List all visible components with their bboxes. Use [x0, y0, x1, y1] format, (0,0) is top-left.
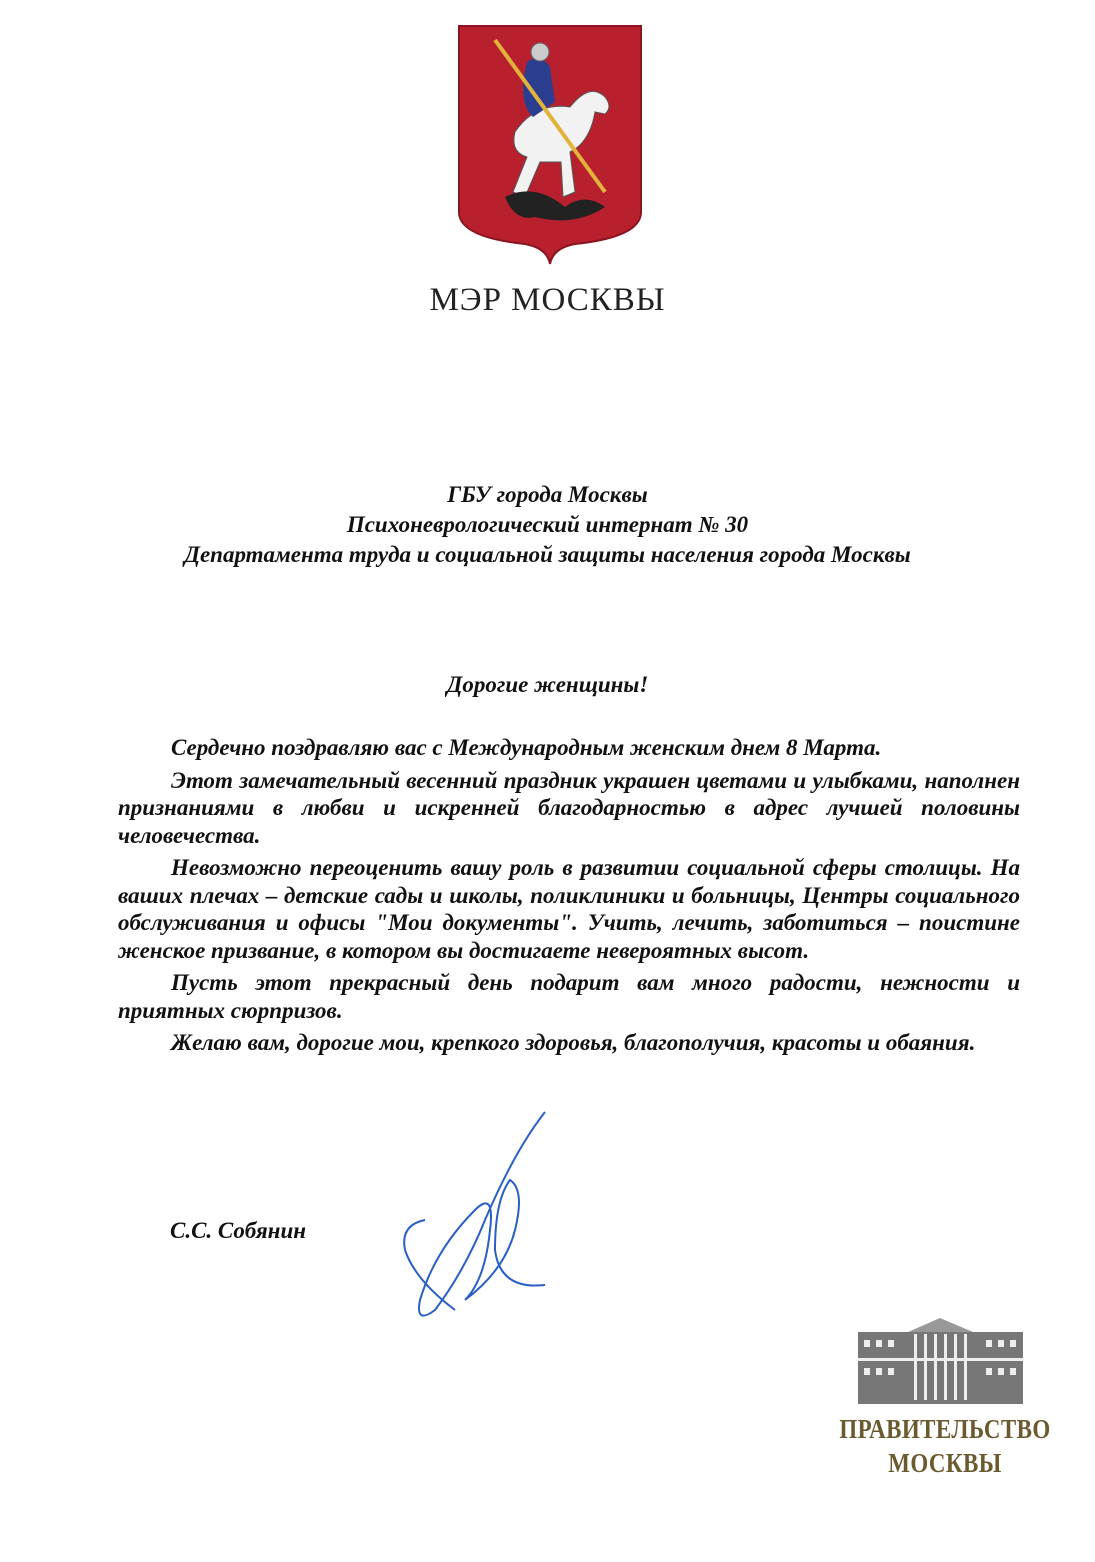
mayor-title: МЭР МОСКВЫ [429, 282, 666, 318]
paragraph: Невозможно переоценить вашу роль в развитии социальной сферы столицы. На ваших плечах – детские сады и школы, поликлиники и больницы, Центры социального обслуживания и офисы "Мои документы". Учить, лечить, заботиться – поистине женское призвание, в котором вы достигаете невероятных высот. [118, 855, 1020, 963]
paragraph: Сердечно поздравляю вас с Международным женским днем 8 Марта. [171, 735, 882, 760]
addressee-line: Департамента труда и социальной защиты населения города Москвы [184, 542, 911, 567]
addressee-line: Психоневрологический интернат № 30 [346, 512, 749, 537]
paragraph: Желаю вам, дорогие мои, крепкого здоровья, благополучия, красоты и обаяния. [171, 1030, 976, 1055]
footer-line: ПРАВИТЕЛЬСТВО [839, 1414, 1051, 1444]
letter-body [118, 734, 1020, 1062]
moscow-coat-of-arms-icon [455, 22, 645, 267]
signatory-name: С.С. Собянин [170, 1218, 307, 1243]
government-logo-text [822, 1412, 1069, 1480]
government-building-icon [858, 1318, 1023, 1404]
footer-line: МОСКВЫ [888, 1448, 1002, 1478]
paragraph: Пусть этот прекрасный день подарит вам много радости, нежности и приятных сюрпризов. [118, 970, 1020, 1023]
paragraph: Этот замечательный весенний праздник украшен цветами и улыбками, наполнен признаниями в любви и искренней благодарностью в адрес лучшей половины человечества. [118, 767, 1020, 848]
handwritten-signature-icon [395, 1110, 555, 1325]
addressee-line: ГБУ города Москвы [447, 482, 648, 507]
greeting: Дорогие женщины! [446, 672, 649, 697]
addressee [0, 480, 1095, 570]
